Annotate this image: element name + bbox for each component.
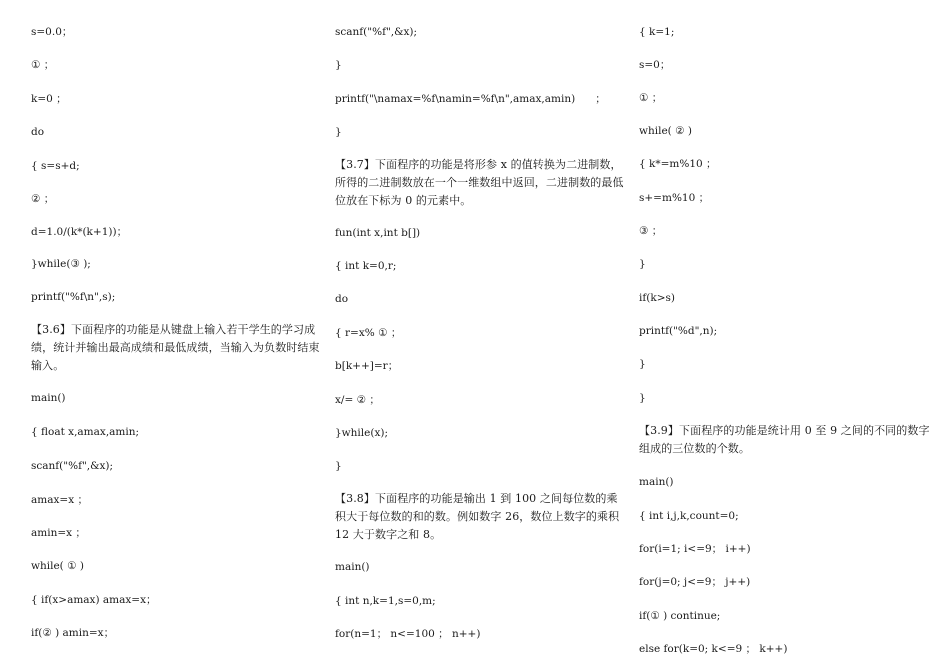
code-line: x/= ② ；	[335, 394, 380, 406]
code-line: printf("\namax=%f\namin=%f\n",amax,amin) ；	[335, 93, 606, 105]
code-line: do	[31, 126, 45, 138]
code-line: { k*=m%10 ；	[639, 158, 717, 170]
code-line: fun(int x,int b[])	[335, 227, 421, 239]
code-line: s=0；	[639, 59, 671, 71]
code-line: printf("%f\n",s);	[31, 291, 116, 303]
problem-3-8-description: 【3.8】下面程序的功能是输出 1 到 100 之间每位数的乘积大于每位数的和的数。例如数字 26，数位上数字的乘积 12 大于数字之和 8。	[335, 492, 620, 541]
code-line: { k=1;	[639, 26, 675, 38]
code-line: scanf("%f",&x);	[335, 26, 418, 38]
problem-3-9-description: 【3.9】下面程序的功能是统计用 0 至 9 之间的不同的数字组成的三位数的个数。	[639, 424, 930, 455]
code-line: printf("%d",n);	[639, 325, 718, 337]
code-line: }	[639, 358, 646, 370]
problem-3-7-description: 【3.7】下面程序的功能是将形参 x 的值转换为二进制数，所得的二进制数放在一个一维数组中返回，二进制数的最低位放在下标为 0 的元素中。	[335, 158, 624, 207]
code-line: { int i,j,k,count=0;	[639, 510, 739, 522]
code-line: { int k=0,r;	[335, 260, 397, 272]
code-line: d=1.0/(k*(k+1))；	[31, 226, 128, 238]
code-line: if(k>s)	[639, 292, 675, 304]
code-line: main()	[335, 561, 370, 573]
code-line: }	[639, 258, 646, 270]
code-line: }	[335, 59, 342, 71]
code-line: if(② ) amin=x；	[31, 627, 115, 639]
code-line: else for(k=0; k<=9 ； k++)	[639, 643, 788, 655]
code-line: scanf("%f",&x);	[31, 460, 114, 472]
code-line: }	[639, 392, 646, 404]
column-2	[335, 0, 627, 672]
code-line: { s=s+d;	[31, 160, 80, 172]
code-line: while( ① )	[31, 560, 84, 572]
code-line: amax=x ；	[31, 494, 88, 506]
code-line: { if(x>amax) amax=x；	[31, 594, 157, 606]
column-1	[31, 0, 321, 672]
code-line: while( ② )	[639, 125, 692, 137]
code-line: ③ ；	[639, 225, 663, 237]
code-line: { int n,k=1,s=0,m;	[335, 595, 436, 607]
code-line: k=0 ；	[31, 93, 67, 105]
code-line: }while(x);	[335, 427, 389, 439]
code-line: main()	[639, 476, 674, 488]
code-line: main()	[31, 392, 66, 404]
code-line: do	[335, 293, 349, 305]
code-line: for(j=0; j<=9； j++)	[639, 576, 751, 588]
column-3	[639, 0, 939, 672]
code-line: }	[335, 460, 342, 472]
code-line: for(n=1； n<=100 ； n++)	[335, 628, 481, 640]
code-line: }while(③ );	[31, 258, 91, 270]
code-line: ② ；	[31, 193, 55, 205]
code-line: ① ；	[31, 59, 55, 71]
code-line: b[k++]=r；	[335, 360, 399, 372]
code-line: s=0.0；	[31, 26, 73, 38]
code-line: { float x,amax,amin;	[31, 426, 140, 438]
code-line: if(① ) continue;	[639, 610, 721, 622]
code-line: { r=x% ① ；	[335, 327, 402, 339]
code-line: ① ；	[639, 92, 663, 104]
code-line: amin=x ；	[31, 527, 86, 539]
code-line: for(i=1; i<=9； i++)	[639, 543, 751, 555]
code-line: }	[335, 126, 342, 138]
code-line: s+=m%10 ；	[639, 192, 710, 204]
problem-3-6-description: 【3.6】下面程序的功能是从键盘上输入若干学生的学习成绩，统计并输出最高成绩和最低成绩，当输入为负数时结束输入。	[31, 323, 320, 372]
